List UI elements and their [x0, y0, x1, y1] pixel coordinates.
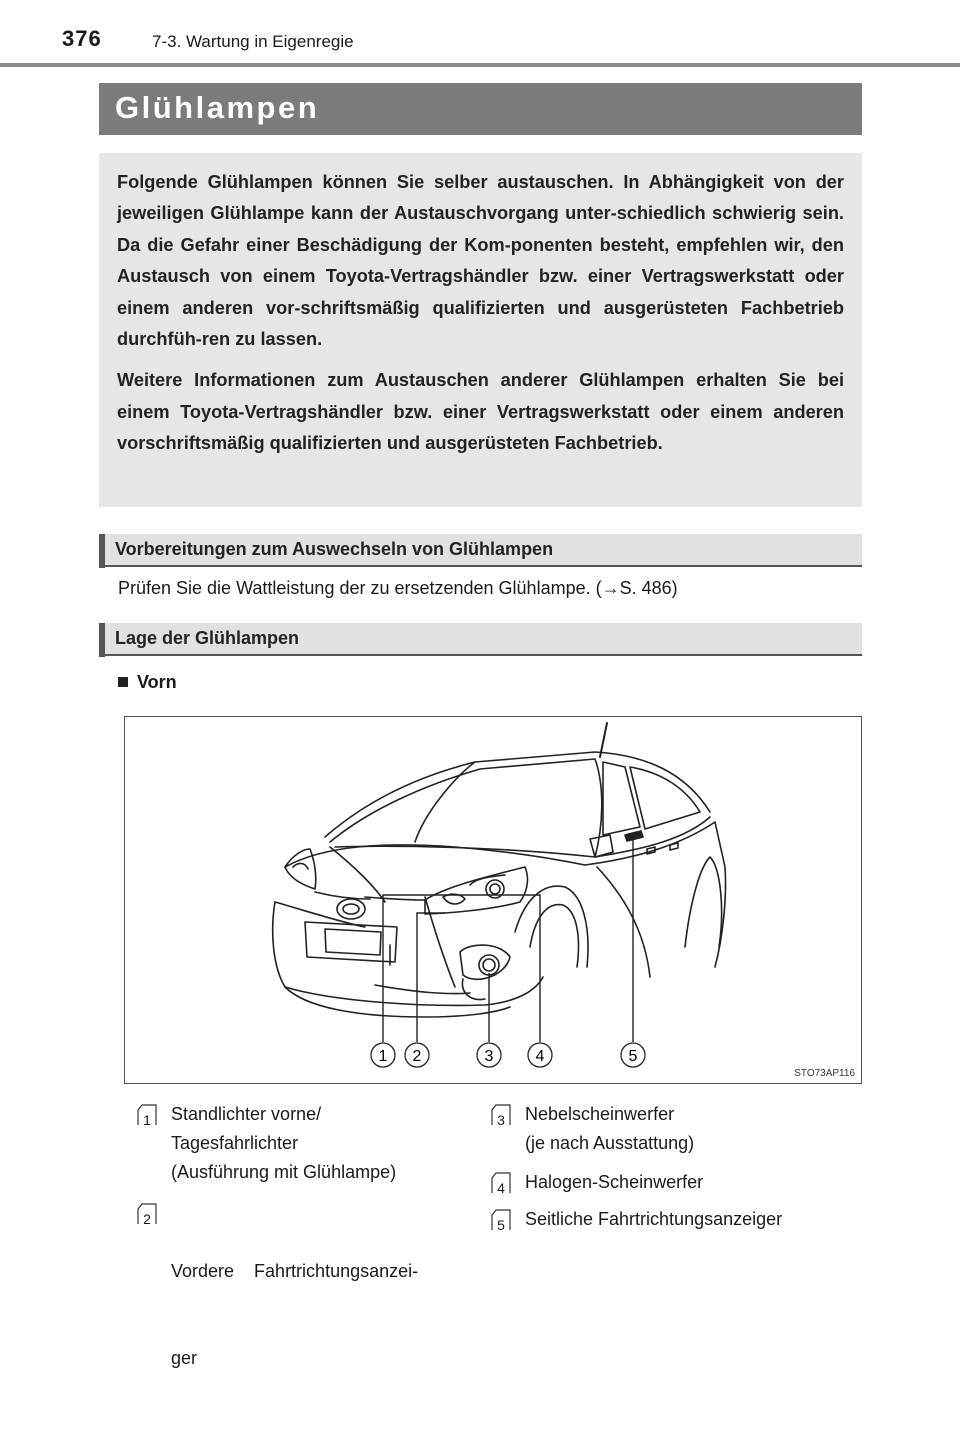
car-illustration: [125, 717, 861, 1083]
legend-item-3: [491, 1100, 851, 1160]
legend-number-1: 1: [137, 1104, 157, 1126]
legend-item-4: [491, 1168, 851, 1198]
car-front-figure: [124, 716, 862, 1084]
section-label: 7-3. Wartung in Eigenregie: [152, 32, 354, 51]
intro-paragraph-2: Weitere Informationen zum Austauschen anderer Glühlampen erhalten Sie bei einem Toyota-Vertragshändler bzw. einer Vertragswerkstatt oder einem anderen vorschriftsmäßig qualifizierten und ausgerüsteten Fachbetrieb.: [117, 370, 844, 454]
svg-text:3: 3: [484, 1048, 494, 1065]
title-bar: [99, 83, 862, 135]
legend-item-5: [491, 1205, 851, 1235]
legend-text-3b: (je nach Ausstattung): [525, 1133, 695, 1153]
svg-text:5: 5: [628, 1048, 638, 1065]
callout-2: [405, 1043, 429, 1067]
legend-text-5: Seitliche Fahrtrichtungsanzeiger: [525, 1209, 783, 1229]
legend-text-1b: Tagesfahrlichter: [171, 1133, 299, 1153]
figure-callouts: [371, 1043, 645, 1067]
subheading-preparations-label: Vorbereitungen zum Auswechseln von Glühlampen: [115, 539, 554, 559]
callout-5: [621, 1043, 645, 1067]
legend-item-2: [137, 1199, 477, 1368]
intro-paragraph-1: Folgende Glühlampen können Sie selber austauschen. In Abhängigkeit von der jeweiligen Glühlampe kann der Austauschvorgang unter-schiedlich schwierig sein. Da die Gefahr einer Beschädigung der Kom-ponenten besteht, empfehlen wir, den Austausch von einem Toyota-Vertragshändler bzw. einer Vertragswerkstatt oder einem anderen vor-schriftsmäßig qualifizierten und ausgerüsteten Fachbetrieb durchfüh-ren zu lassen.: [117, 172, 844, 350]
legend-number-2: 2: [137, 1203, 157, 1225]
legend-text-4: Halogen-Scheinwerfer: [525, 1172, 704, 1192]
page-title: Glühlampen: [115, 90, 320, 125]
wattage-instruction: Prüfen Sie die Wattleistung der zu ersetzenden Glühlampe. (→S. 486): [118, 578, 678, 598]
subheading-location: [99, 623, 862, 657]
header-rule: [0, 63, 960, 67]
subheading-location-label: Lage der Glühlampen: [115, 628, 300, 648]
legend-item-1: [137, 1100, 477, 1190]
intro-box: [99, 153, 862, 507]
front-label: Vorn: [137, 672, 177, 692]
callout-1: [371, 1043, 395, 1067]
legend-text-3a: Nebelscheinwerfer: [525, 1104, 675, 1124]
svg-text:4: 4: [535, 1048, 545, 1065]
svg-text:2: 2: [412, 1048, 422, 1065]
page-header: [0, 0, 960, 70]
subheading-preparations: [99, 534, 862, 568]
legend-text-1a: Standlichter vorne/: [171, 1104, 322, 1124]
legend-number-3: 3: [491, 1104, 511, 1126]
legend-number-5: 5: [491, 1209, 511, 1231]
legend-text-2b: ger: [171, 1348, 198, 1368]
svg-text:1: 1: [378, 1048, 388, 1065]
legend-number-4: 4: [491, 1172, 511, 1194]
legend-text-2a: Vordere Fahrtrichtungsanzei-: [171, 1261, 419, 1281]
callout-3: [477, 1043, 501, 1067]
page-number: 376: [62, 26, 102, 51]
legend-text-1c: (Ausführung mit Glühlampe): [171, 1162, 397, 1182]
square-bullet-icon: [118, 677, 128, 687]
front-subheading: [118, 672, 177, 693]
figure-code: STO73AP116: [794, 1068, 855, 1079]
callout-4: [528, 1043, 552, 1067]
